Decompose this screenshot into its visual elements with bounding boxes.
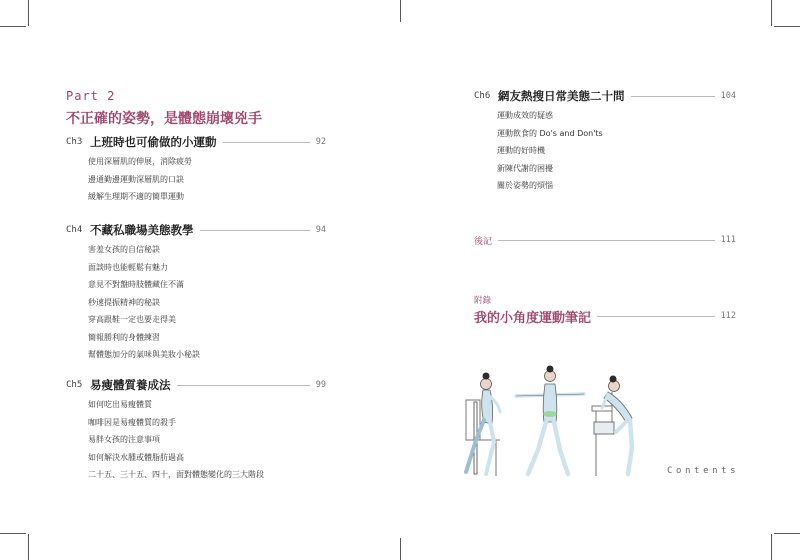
crop-mark xyxy=(771,534,772,560)
crop-mark xyxy=(0,533,26,534)
toc-item[interactable]: 害羞女孩的自信秘訣 xyxy=(88,245,160,254)
crop-mark xyxy=(771,0,772,26)
chapter-page-number: 104 xyxy=(720,91,736,101)
toc-item[interactable]: 邊通勤邊運動深層肌的口訣 xyxy=(88,174,184,184)
chapter-number: Ch5 xyxy=(66,380,83,390)
leader-rule xyxy=(498,240,715,241)
chapter-title: 網友熱搜日常美態二十問 xyxy=(498,89,625,103)
chapter-heading-ch5[interactable] xyxy=(66,377,326,393)
stretching-figures-illustration xyxy=(456,362,646,482)
appendix-label: 附錄 xyxy=(474,296,492,306)
bending-figure xyxy=(592,376,632,477)
toc-item[interactable]: 意見不對盤時肢體藏住不滿 xyxy=(88,280,184,289)
toc-item[interactable]: 使用深層肌的伸展，消除疲勞 xyxy=(88,157,192,166)
chapter-title: 不藏私職場美態教學 xyxy=(90,223,194,237)
toc-item[interactable]: 運動成效的疑惑 xyxy=(497,111,553,120)
crop-mark xyxy=(774,533,800,534)
crop-mark xyxy=(28,534,29,560)
toc-item[interactable]: 關於姿勢的煩惱 xyxy=(497,181,553,190)
crop-mark xyxy=(0,26,26,27)
chapter-number: Ch4 xyxy=(66,225,83,235)
appendix-page-number: 112 xyxy=(720,311,736,321)
toc-item[interactable]: 二十五、三十五、四十，面對體態變化的三大階段 xyxy=(88,470,264,479)
toc-item[interactable]: 如何解決水腫或體脂肪過高 xyxy=(88,452,184,462)
toc-item[interactable]: 秒速提振精神的秘訣 xyxy=(88,297,160,307)
toc-item[interactable]: 運動飲食的 Do's and Don'ts xyxy=(497,128,603,138)
crop-mark xyxy=(28,0,29,26)
standing-figure xyxy=(516,366,584,475)
chapter-heading-ch3[interactable] xyxy=(66,134,326,150)
afterword-page-number: 111 xyxy=(720,235,736,245)
leader-rule xyxy=(200,230,310,231)
chapter-ch3-items xyxy=(88,153,192,206)
toc-item[interactable]: 幫體態加分的氣味與美妝小秘訣 xyxy=(88,350,200,359)
chapter-title: 上班時也可偷做的小運動 xyxy=(90,135,217,149)
crop-mark xyxy=(400,538,401,560)
chapter-number: Ch6 xyxy=(474,91,491,101)
chapter-page-number: 99 xyxy=(315,380,326,390)
toc-item[interactable]: 簡報勝利的身體練習 xyxy=(88,332,160,342)
part-label: Part 2 xyxy=(66,89,116,103)
toc-item[interactable]: 咖啡因是易瘦體質的殺手 xyxy=(88,417,176,427)
toc-item[interactable]: 新陳代謝的困擾 xyxy=(497,163,553,173)
afterword-label: 後記 xyxy=(474,236,493,247)
toc-item[interactable]: 運動的好時機 xyxy=(497,146,545,155)
chapter-ch5-items xyxy=(88,396,264,484)
chapter-ch6-items xyxy=(497,107,603,195)
part-title: 不正確的姿勢，是體態崩壞兇手 xyxy=(66,111,262,127)
leader-rule xyxy=(177,385,310,386)
toc-item[interactable]: 如何吃出易瘦體質 xyxy=(88,400,152,409)
toc-item[interactable]: 緩解生理期不適的簡單運動 xyxy=(88,192,184,201)
crop-mark xyxy=(400,0,401,22)
contents-word: Contents xyxy=(667,466,740,476)
chapter-page-number: 92 xyxy=(315,137,326,147)
leader-rule xyxy=(631,96,715,97)
chapter-page-number: 94 xyxy=(315,225,326,235)
leader-rule xyxy=(223,142,310,143)
afterword-entry[interactable] xyxy=(474,232,736,248)
chapter-title: 易瘦體質養成法 xyxy=(90,378,171,392)
leader-rule xyxy=(597,316,715,317)
chapter-number: Ch3 xyxy=(66,137,83,147)
toc-item[interactable]: 穿高跟鞋一定也要走得美 xyxy=(88,315,176,324)
chapter-heading-ch4[interactable] xyxy=(66,222,326,238)
seated-figure xyxy=(466,373,500,477)
chapter-ch4-items xyxy=(88,241,200,364)
chapter-heading-ch6[interactable] xyxy=(474,88,736,104)
toc-item[interactable]: 易胖女孩的注意事項 xyxy=(88,435,160,444)
crop-mark xyxy=(774,26,800,27)
toc-item[interactable]: 面談時也能輕鬆有魅力 xyxy=(88,262,168,272)
appendix-entry[interactable] xyxy=(474,306,736,326)
appendix-title: 我的小角度運動筆記 xyxy=(474,310,592,326)
